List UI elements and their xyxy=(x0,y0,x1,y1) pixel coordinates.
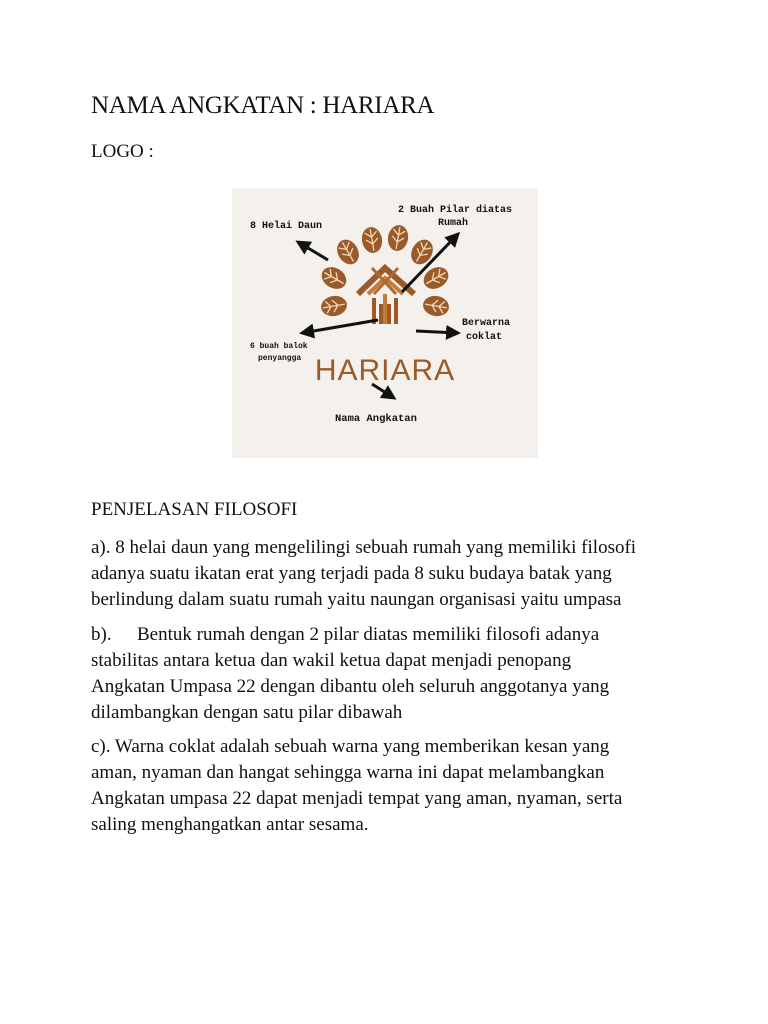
paragraph-line: berlindung dalam suatu rumah yaitu naungan organisasi yaitu umpasa xyxy=(91,589,622,610)
paragraph-first-line xyxy=(91,622,691,648)
leaf-icon xyxy=(319,294,348,318)
leaf-icon xyxy=(421,294,450,318)
callout-beams-line1: 6 buah balok xyxy=(250,342,308,351)
callout-pillars-line2: Rumah xyxy=(438,218,469,229)
paragraph-b xyxy=(91,622,691,726)
arrow-color xyxy=(416,331,458,333)
callout-pillars-line1: 2 Buah Pilar diatas xyxy=(398,205,513,216)
arrow-beams xyxy=(302,320,378,333)
page-title: NAMA ANGKATAN : HARIARA xyxy=(91,92,435,119)
paragraph-line: Bentuk rumah dengan 2 pilar diatas memiliki filosofi adanya xyxy=(137,624,600,645)
paragraph-line: saling menghangatkan antar sesama. xyxy=(91,814,369,835)
logo-label: LOGO : xyxy=(91,141,154,162)
leaf-icon xyxy=(386,223,410,252)
paragraph-line: stabilitas antara ketua dan wakil ketua dapat menjadi penopang xyxy=(91,650,572,671)
paragraph-line: adanya suatu ikatan erat yang terjadi pada 8 suku budaya batak yang xyxy=(91,563,612,584)
paragraph-line: Angkatan umpasa 22 dapat menjadi tempat yang aman, nyaman, serta xyxy=(91,788,623,809)
paragraph-line: a). 8 helai daun yang mengelilingi sebuah rumah yang memiliki filosofi xyxy=(91,537,637,558)
logo-wordmark: HARIARA xyxy=(314,354,456,387)
leaf-icon xyxy=(360,225,384,254)
logo-figure xyxy=(232,188,538,458)
house-icon xyxy=(358,268,414,324)
paragraph-line: dilambangkan dengan satu pilar dibawah xyxy=(91,702,403,723)
paragraph-line: Angkatan Umpasa 22 dengan dibantu oleh seluruh anggotanya yang xyxy=(91,676,610,697)
leaf-icon xyxy=(407,236,437,269)
arrow-leaves xyxy=(298,242,328,260)
callout-beams-line2: penyangga xyxy=(258,354,302,363)
callout-color-line1: Berwarna xyxy=(462,318,511,329)
paragraph-c xyxy=(91,734,691,838)
paragraph-a xyxy=(91,535,691,613)
logo-diagram xyxy=(232,188,538,458)
callout-leaves: 8 Helai Daun xyxy=(250,221,323,232)
paragraph-line: c). Warna coklat adalah sebuah warna yang memberikan kesan yang xyxy=(91,736,610,757)
leaf-icon xyxy=(333,236,363,269)
list-marker: b). xyxy=(91,624,112,645)
callout-name: Nama Angkatan xyxy=(335,413,417,425)
section-heading: PENJELASAN FILOSOFI xyxy=(91,499,298,520)
callout-color-line2: coklat xyxy=(466,332,503,343)
leaf-icon xyxy=(318,263,351,293)
paragraph-line: aman, nyaman dan hangat sehingga warna ini dapat melambangkan xyxy=(91,762,605,783)
